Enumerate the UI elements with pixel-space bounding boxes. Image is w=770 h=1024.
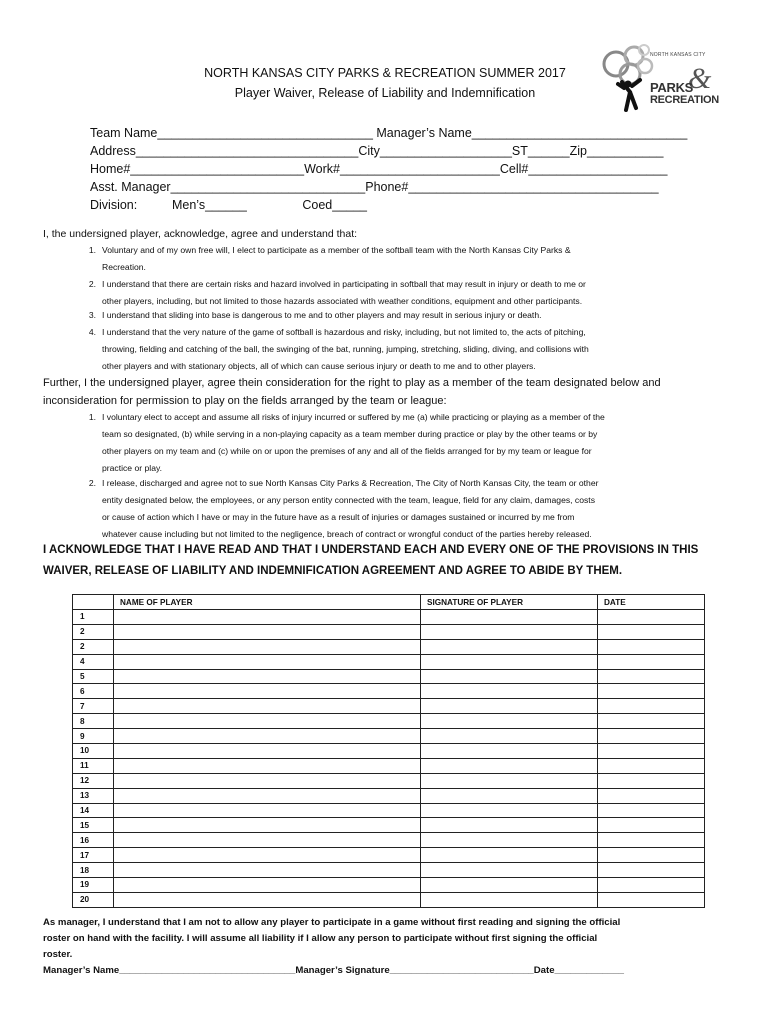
row-number: 16 xyxy=(73,833,114,848)
row-number: 6 xyxy=(73,684,114,699)
player-name-cell[interactable] xyxy=(114,833,421,848)
date-cell[interactable] xyxy=(598,863,705,878)
logo-word-parks: PARKS xyxy=(650,80,694,95)
document-title: NORTH KANSAS CITY PARKS & RECREATION SUMMER 2017 xyxy=(204,66,566,80)
player-signature-cell[interactable] xyxy=(421,744,598,759)
roster-table xyxy=(72,594,705,908)
player-signature-cell[interactable] xyxy=(421,699,598,714)
phone-numbers-field-line[interactable]: Home#_________________________Work#_______________________Cell#____________________ xyxy=(90,162,668,176)
row-number: 18 xyxy=(73,863,114,878)
row-number: 2 xyxy=(73,639,114,654)
row-number: 9 xyxy=(73,729,114,744)
player-name-cell[interactable] xyxy=(114,773,421,788)
header-signature-of-player: SIGNATURE OF PLAYER xyxy=(421,595,598,610)
player-name-cell[interactable] xyxy=(114,848,421,863)
date-cell[interactable] xyxy=(598,714,705,729)
date-cell[interactable] xyxy=(598,818,705,833)
player-signature-cell[interactable] xyxy=(421,610,598,625)
player-name-cell[interactable] xyxy=(114,758,421,773)
player-name-cell[interactable] xyxy=(114,610,421,625)
player-name-cell[interactable] xyxy=(114,788,421,803)
row-number: 19 xyxy=(73,878,114,893)
table-row xyxy=(73,833,705,848)
row-number: 10 xyxy=(73,744,114,759)
date-cell[interactable] xyxy=(598,803,705,818)
date-cell[interactable] xyxy=(598,654,705,669)
table-row xyxy=(73,729,705,744)
row-number: 12 xyxy=(73,773,114,788)
table-row xyxy=(73,848,705,863)
date-cell[interactable] xyxy=(598,624,705,639)
header-number xyxy=(73,595,114,610)
row-number: 8 xyxy=(73,714,114,729)
player-signature-cell[interactable] xyxy=(421,624,598,639)
acknowledgement-line2: WAIVER, RELEASE OF LIABILITY AND INDEMNIFICATION AGREEMENT AND AGREE TO ABIDE BY THEM. xyxy=(43,565,623,577)
player-signature-cell[interactable] xyxy=(421,729,598,744)
player-name-cell[interactable] xyxy=(114,624,421,639)
document-subtitle: Player Waiver, Release of Liability and Indemnification xyxy=(234,86,536,100)
address-field-line[interactable]: Address________________________________City___________________ST______Zip___________ xyxy=(90,144,664,158)
date-cell[interactable] xyxy=(598,848,705,863)
table-row xyxy=(73,610,705,625)
player-signature-cell[interactable] xyxy=(421,714,598,729)
player-name-cell[interactable] xyxy=(114,714,421,729)
row-number: 4 xyxy=(73,654,114,669)
date-cell[interactable] xyxy=(598,729,705,744)
table-row xyxy=(73,624,705,639)
player-name-cell[interactable] xyxy=(114,892,421,907)
player-name-cell[interactable] xyxy=(114,639,421,654)
date-cell[interactable] xyxy=(598,744,705,759)
player-signature-cell[interactable] xyxy=(421,788,598,803)
table-row xyxy=(73,803,705,818)
table-row xyxy=(73,773,705,788)
table-row xyxy=(73,684,705,699)
player-signature-cell[interactable] xyxy=(421,684,598,699)
date-cell[interactable] xyxy=(598,639,705,654)
player-signature-cell[interactable] xyxy=(421,848,598,863)
further-statement-line2: inconsideration for permission to play on the fields arranged by the team or league: xyxy=(43,395,447,407)
row-number: 13 xyxy=(73,788,114,803)
manager-signature-line[interactable]: Manager’s Name_________________________________Manager’s Signature___________________________Date_____________ xyxy=(43,965,624,976)
row-number: 5 xyxy=(73,669,114,684)
table-row xyxy=(73,788,705,803)
table-row xyxy=(73,818,705,833)
team-manager-field-line[interactable]: Team Name_______________________________ Manager’s Name_______________________________ xyxy=(90,126,688,140)
table-row xyxy=(73,744,705,759)
player-name-cell[interactable] xyxy=(114,803,421,818)
date-cell[interactable] xyxy=(598,699,705,714)
logo-small-text: NORTH KANSAS CITY xyxy=(650,52,706,58)
manager-statement-line2: roster on hand with the facility. I will assume all liability if I allow any person to participate without first signing the official xyxy=(43,933,598,944)
date-cell[interactable] xyxy=(598,833,705,848)
acknowledgement-line1: I ACKNOWLEDGE THAT I HAVE READ AND THAT I UNDERSTAND EACH AND EVERY ONE OF THE PROVISIONS IN THIS xyxy=(43,544,699,556)
further-statement-line1: Further, I the undersigned player, agree thein consideration for the right to play as a member of the team designated below and xyxy=(43,377,661,389)
player-name-cell[interactable] xyxy=(114,818,421,833)
asst-manager-field-line[interactable]: Asst. Manager____________________________Phone#____________________________________ xyxy=(90,180,659,194)
player-signature-cell[interactable] xyxy=(421,669,598,684)
table-row xyxy=(73,758,705,773)
player-signature-cell[interactable] xyxy=(421,863,598,878)
player-signature-cell[interactable] xyxy=(421,639,598,654)
date-cell[interactable] xyxy=(598,773,705,788)
row-number: 15 xyxy=(73,818,114,833)
intro-statement: I, the undersigned player, acknowledge, agree and understand that: xyxy=(43,228,358,240)
player-signature-cell[interactable] xyxy=(421,818,598,833)
logo-word-recreation: RECREATION xyxy=(650,94,719,106)
player-name-cell[interactable] xyxy=(114,744,421,759)
header-date: DATE xyxy=(598,595,705,610)
player-signature-cell[interactable] xyxy=(421,654,598,669)
player-signature-cell[interactable] xyxy=(421,773,598,788)
table-row xyxy=(73,714,705,729)
date-cell[interactable] xyxy=(598,788,705,803)
table-row xyxy=(73,654,705,669)
player-name-cell[interactable] xyxy=(114,878,421,893)
player-name-cell[interactable] xyxy=(114,669,421,684)
player-signature-cell[interactable] xyxy=(421,803,598,818)
player-name-cell[interactable] xyxy=(114,863,421,878)
player-name-cell[interactable] xyxy=(114,684,421,699)
player-signature-cell[interactable] xyxy=(421,833,598,848)
player-signature-cell[interactable] xyxy=(421,878,598,893)
row-number: 11 xyxy=(73,758,114,773)
player-name-cell[interactable] xyxy=(114,654,421,669)
player-signature-cell[interactable] xyxy=(421,758,598,773)
table-row xyxy=(73,699,705,714)
table-row xyxy=(73,669,705,684)
row-number: 1 xyxy=(73,610,114,625)
date-cell[interactable] xyxy=(598,610,705,625)
logo-ampersand: & xyxy=(688,62,712,95)
date-cell[interactable] xyxy=(598,892,705,907)
row-number: 17 xyxy=(73,848,114,863)
roster-header-row xyxy=(73,595,705,610)
date-cell[interactable] xyxy=(598,684,705,699)
manager-statement-line3: roster. xyxy=(43,949,73,960)
player-name-cell[interactable] xyxy=(114,729,421,744)
table-row xyxy=(73,892,705,907)
date-cell[interactable] xyxy=(598,758,705,773)
player-signature-cell[interactable] xyxy=(421,892,598,907)
row-number: 14 xyxy=(73,803,114,818)
row-number: 20 xyxy=(73,892,114,907)
header-name-of-player: NAME OF PLAYER xyxy=(114,595,421,610)
manager-statement-line1: As manager, I understand that I am not to allow any player to participate in a game without first reading and signing the official xyxy=(43,917,621,928)
table-row xyxy=(73,863,705,878)
division-field-line[interactable]: Division: Men’s______ Coed_____ xyxy=(90,198,368,212)
row-number: 7 xyxy=(73,699,114,714)
table-row xyxy=(73,639,705,654)
row-number: 2 xyxy=(73,624,114,639)
table-row xyxy=(73,878,705,893)
date-cell[interactable] xyxy=(598,669,705,684)
date-cell[interactable] xyxy=(598,878,705,893)
player-name-cell[interactable] xyxy=(114,699,421,714)
